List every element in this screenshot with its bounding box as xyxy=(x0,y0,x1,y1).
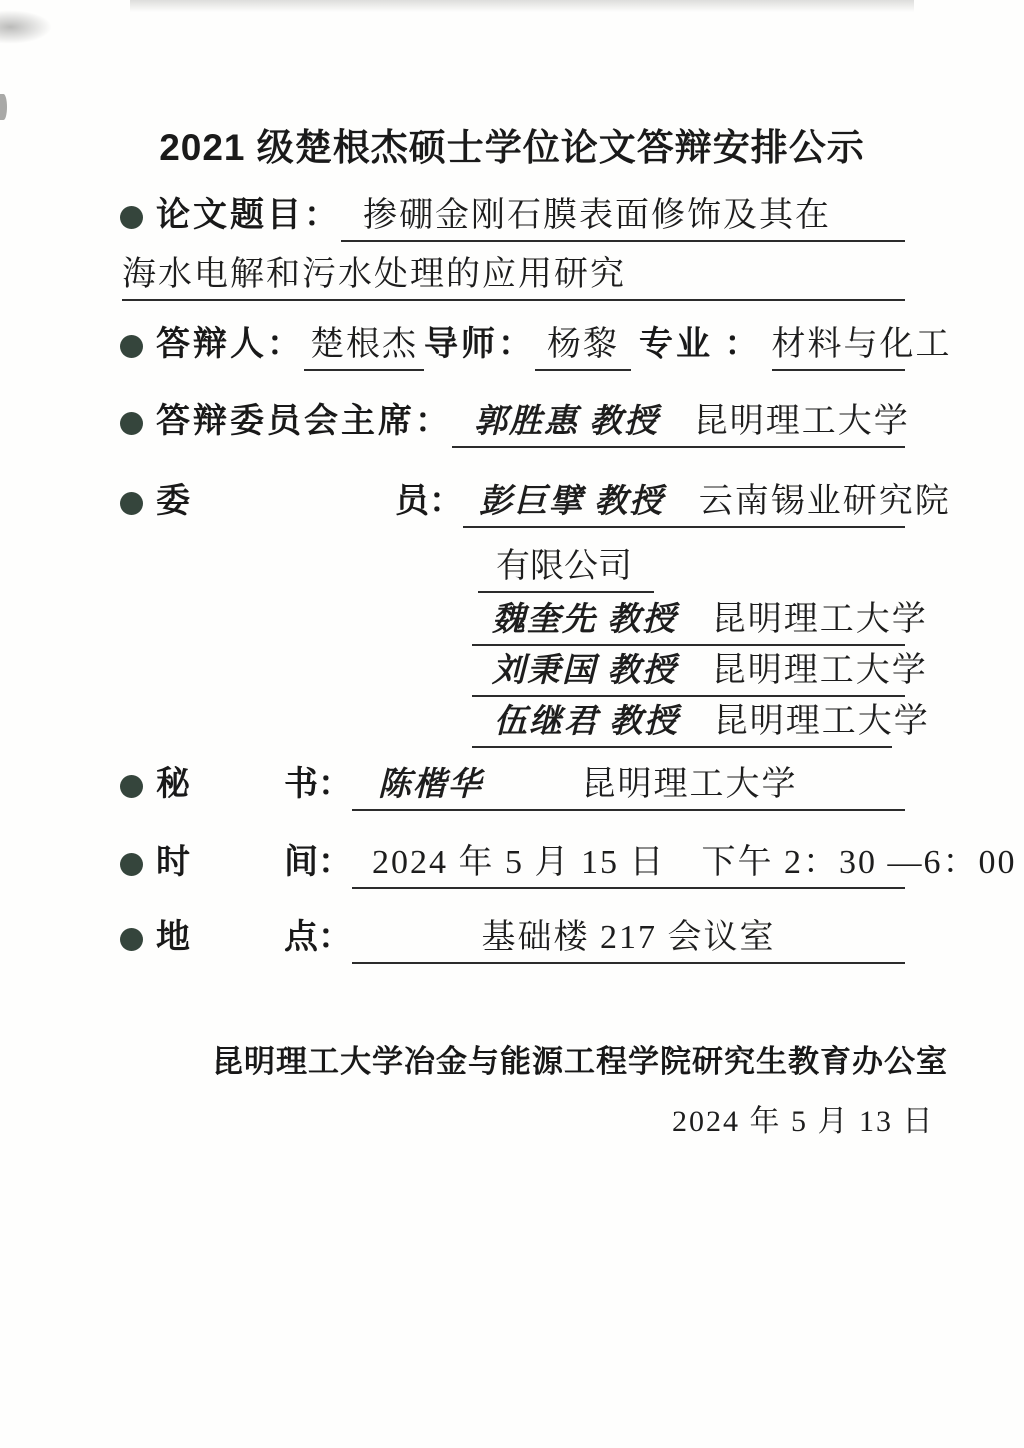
members-label xyxy=(156,478,463,526)
scan-artifact-left-mark xyxy=(0,94,7,120)
issuing-office: 昆明理工大学冶金与能源工程学院研究生教育办公室 xyxy=(212,1044,948,1079)
member-entry-row xyxy=(472,596,928,646)
thesis-title-value-line2: 海水电解和污水处理的应用研究 xyxy=(122,251,905,301)
time-label-right: 间： xyxy=(284,844,352,881)
members-label-left: 委 xyxy=(156,483,190,520)
field-row-committee-chair xyxy=(120,398,910,448)
committee-chair-label: 答辩委员会主席： xyxy=(156,403,452,440)
thesis-title-value-line1: 掺硼金刚石膜表面修饰及其在 xyxy=(341,192,905,242)
major-value: 材料与化工 xyxy=(772,321,906,371)
field-row-location xyxy=(120,914,905,964)
bullet-icon xyxy=(120,206,143,229)
bullet-icon xyxy=(120,412,143,435)
member-entry xyxy=(472,698,930,748)
bullet-icon xyxy=(120,853,143,876)
time-value: 2024 年 5 月 15 日 下午 2：30 —6：00 xyxy=(352,839,905,889)
committee-chair-value xyxy=(452,398,910,448)
issue-date: 2024 年 5 月 13 日 xyxy=(672,1105,935,1138)
thesis-title-continuation-row xyxy=(122,251,905,301)
secretary-label-right: 书： xyxy=(284,766,352,803)
location-value: 基础楼 217 会议室 xyxy=(352,914,905,964)
field-row-thesis-title xyxy=(120,192,905,242)
scan-artifact-top-band xyxy=(130,0,914,12)
member-affiliation-cont: 有限公司 xyxy=(478,543,654,593)
member-entry xyxy=(463,478,951,528)
field-row-time xyxy=(120,839,1017,889)
field-row-secretary xyxy=(120,761,905,811)
member-affiliation: 昆明理工大学 xyxy=(711,601,928,638)
defender-label: 答辩人： xyxy=(156,326,304,363)
member-entry xyxy=(472,647,928,697)
member-name: 魏奎先 教授 xyxy=(492,602,678,638)
member-entry xyxy=(472,596,928,646)
document-title: 2021 级楚根杰硕士学位论文答辩安排公示 xyxy=(159,127,865,168)
bullet-icon xyxy=(120,335,143,358)
secretary-name: 陈楷华 xyxy=(378,767,483,803)
scan-artifact-corner-smudge xyxy=(0,10,52,44)
location-label-left: 地 xyxy=(156,919,190,956)
secretary-label-left: 秘 xyxy=(156,766,190,803)
chair-name: 郭胜惠 教授 xyxy=(474,404,660,440)
advisor-value: 杨黎 xyxy=(535,321,631,371)
field-row-committee-members xyxy=(120,478,951,528)
member-affiliation: 云南锡业研究院 xyxy=(698,483,951,520)
secretary-label xyxy=(156,761,352,809)
member-name: 刘秉国 教授 xyxy=(492,653,678,689)
thesis-title-label: 论文题目： xyxy=(156,197,341,234)
bullet-icon xyxy=(120,775,143,798)
time-label-left: 时 xyxy=(156,844,190,881)
member-affiliation: 昆明理工大学 xyxy=(713,703,930,740)
location-label-right: 点： xyxy=(284,919,352,956)
time-label xyxy=(156,839,352,887)
secretary-value xyxy=(352,761,905,811)
defender-value: 楚根杰 xyxy=(304,321,424,371)
bullet-icon xyxy=(120,928,143,951)
members-label-right: 员： xyxy=(395,483,463,520)
advisor-label: 导师： xyxy=(424,326,535,363)
chair-affiliation: 昆明理工大学 xyxy=(693,403,910,440)
secretary-affiliation: 昆明理工大学 xyxy=(581,766,798,803)
member-entry-row xyxy=(472,647,928,697)
member-name: 彭巨擘 教授 xyxy=(479,484,665,520)
member-affiliation-continuation-row xyxy=(478,543,654,593)
member-affiliation: 昆明理工大学 xyxy=(711,652,928,689)
member-entry-row xyxy=(472,698,930,748)
major-label: 专业 ： xyxy=(639,326,762,363)
field-row-defender xyxy=(120,321,952,371)
member-name: 伍继君 教授 xyxy=(494,704,680,740)
location-label xyxy=(156,914,352,962)
bullet-icon xyxy=(120,492,143,515)
